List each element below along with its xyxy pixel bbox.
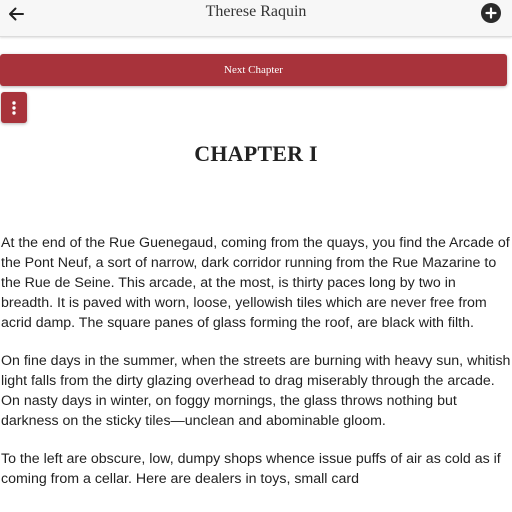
chapter-heading: CHAPTER I [194, 141, 318, 166]
next-chapter-button[interactable]: Next Chapter [0, 54, 507, 86]
chapter-text [1, 233, 511, 507]
paragraph: On fine days in the summer, when the streets are burning with heavy sun, whitish light falls from the dirty glazing overhead to drag miserably through the arcade. On nasty days in winter, on foggy mornings, the glass throws nothing but darkness on the sticky tiles—unclean and abominable gloom. [1, 353, 511, 429]
plus-circle-icon [485, 7, 497, 19]
chapter-menu-button[interactable] [1, 92, 27, 123]
vertical-dots-icon [11, 100, 17, 116]
page-title: Therese Raquin [205, 3, 307, 20]
add-button[interactable] [481, 3, 501, 23]
paragraph: To the left are obscure, low, dumpy shops whence issue puffs of air as cold as if coming from a cellar. Here are dealers in toys, small card [1, 451, 501, 487]
paragraph: At the end of the Rue Guenegaud, coming from the quays, you find the Arcade of the Pont Neuf, a sort of narrow, dark corridor running from the Rue Mazarine to the Rue de Seine. This arcade, at the most, is thirty paces long by two in breadth. It is paved with worn, loose, yellowish tiles which are never free from acrid damp. The square panes of glass forming the roof, are black with filth. [1, 235, 510, 331]
top-app-bar [0, 0, 512, 37]
